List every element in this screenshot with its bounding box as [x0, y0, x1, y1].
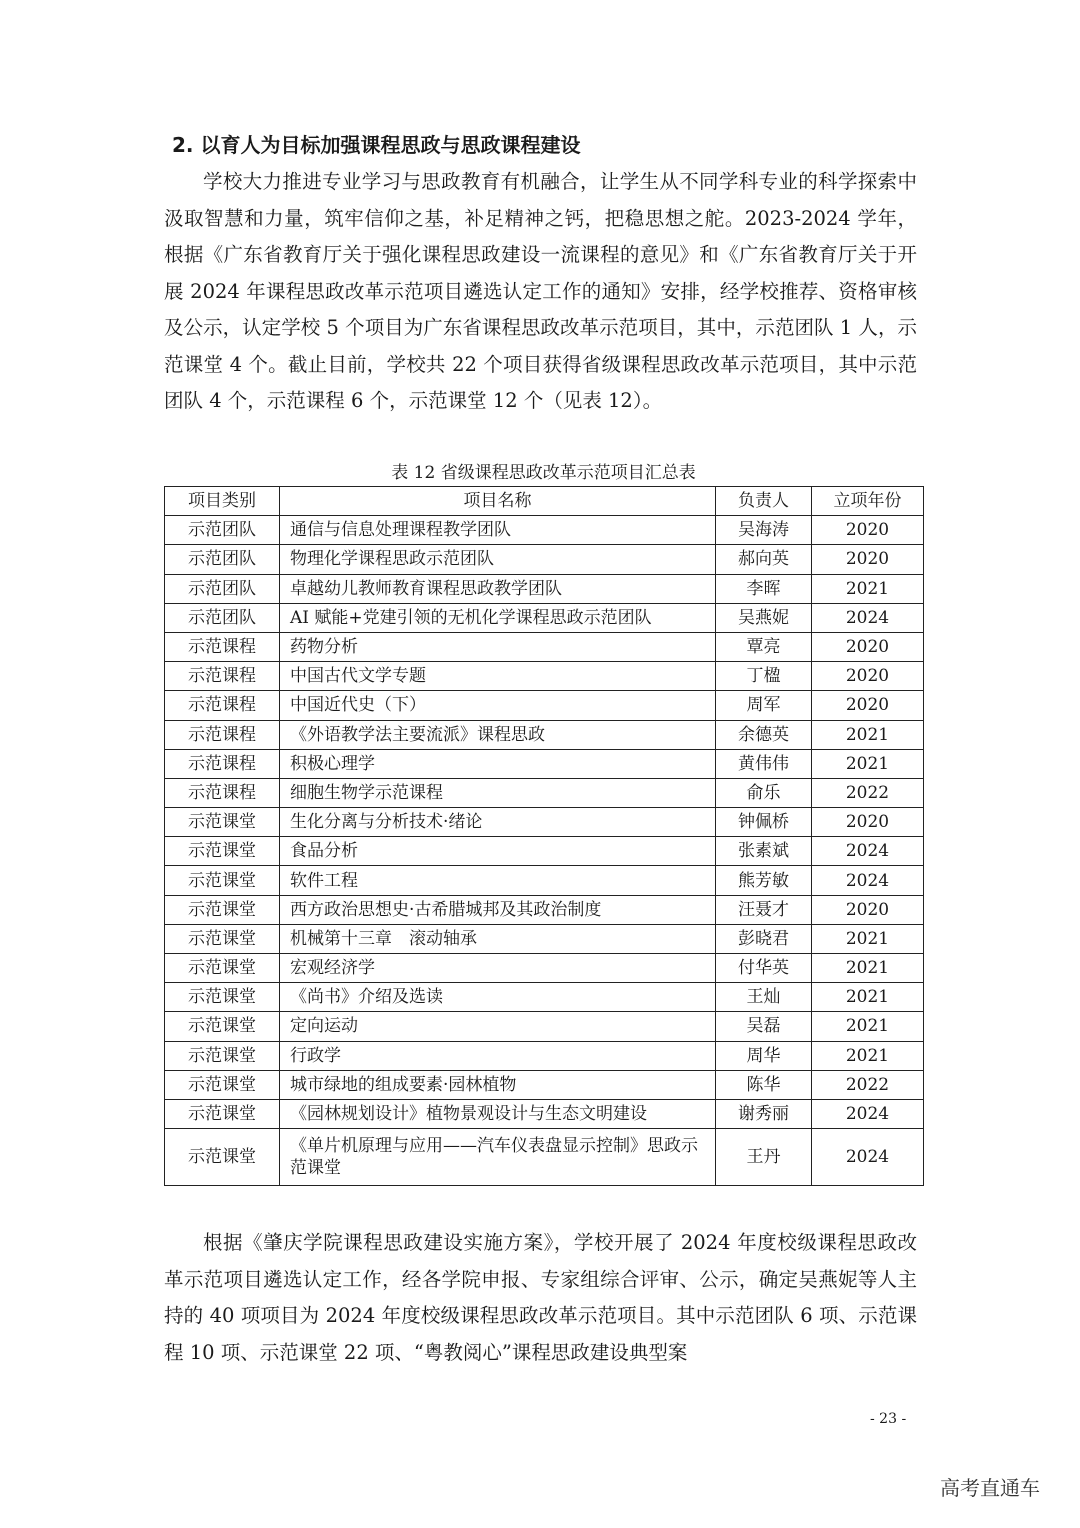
- table-row: [165, 632, 924, 661]
- cell-year: 2020: [812, 516, 924, 545]
- cell-category: 示范团队: [165, 516, 280, 545]
- cell-leader: 吴燕妮: [716, 603, 812, 632]
- cell-year: 2024: [812, 1129, 924, 1186]
- table-row: [165, 924, 924, 953]
- watermark-text: 高考直通车: [940, 1476, 1040, 1500]
- table-row: [165, 603, 924, 632]
- cell-category: 示范课堂: [165, 866, 280, 895]
- cell-year: 2020: [812, 691, 924, 720]
- cell-project-name: 积极心理学: [280, 749, 716, 778]
- closing-paragraph: 根据《肇庆学院课程思政建设实施方案》，学校开展了 2024 年度校级课程思政改革示范项目遴选认定工作，经各学院申报、专家组综合评审、公示，确定吴燕妮等人主持的 40 项项目为 2024 年度校级课程思政改革示范项目。其中示范团队 6 项、示范课程 10 项、示范课堂 22 项、“粤教阅心”课程思政建设典型案: [164, 1231, 917, 1364]
- table-row: [165, 720, 924, 749]
- cell-leader: 黄伟伟: [716, 749, 812, 778]
- cell-leader: 陈华: [716, 1070, 812, 1099]
- table-row: [165, 983, 924, 1012]
- cell-project-name: 宏观经济学: [280, 954, 716, 983]
- table-row: [165, 1041, 924, 1070]
- table-row: [165, 516, 924, 545]
- cell-year: 2020: [812, 662, 924, 691]
- cell-category: 示范课程: [165, 749, 280, 778]
- header-leader: 负责人: [716, 487, 812, 516]
- cell-category: 示范课程: [165, 662, 280, 691]
- cell-project-name: AI 赋能+党建引领的无机化学课程思政示范团队: [280, 603, 716, 632]
- cell-project-name: 药物分析: [280, 632, 716, 661]
- cell-project-name: 《园林规划设计》植物景观设计与生态文明建设: [280, 1099, 716, 1128]
- cell-category: 示范课堂: [165, 924, 280, 953]
- cell-category: 示范课堂: [165, 954, 280, 983]
- cell-project-name: 食品分析: [280, 837, 716, 866]
- cell-year: 2021: [812, 574, 924, 603]
- cell-leader: 王灿: [716, 983, 812, 1012]
- cell-leader: 俞乐: [716, 778, 812, 807]
- cell-leader: 熊芳敏: [716, 866, 812, 895]
- cell-year: 2021: [812, 1041, 924, 1070]
- table-row: [165, 1012, 924, 1041]
- table-row: [165, 574, 924, 603]
- cell-project-name: 中国近代史（下）: [280, 691, 716, 720]
- table-body: [165, 516, 924, 1186]
- cell-project-name: 《单片机原理与应用——汽车仪表盘显示控制》思政示范课堂: [280, 1129, 716, 1186]
- cell-leader: 李晖: [716, 574, 812, 603]
- table-row: [165, 1099, 924, 1128]
- table-row: [165, 895, 924, 924]
- cell-year: 2021: [812, 954, 924, 983]
- cell-leader: 谢秀丽: [716, 1099, 812, 1128]
- table-row: [165, 545, 924, 574]
- cell-leader: 覃亮: [716, 632, 812, 661]
- cell-category: 示范课堂: [165, 837, 280, 866]
- cell-project-name: 《外语教学法主要流派》课程思政: [280, 720, 716, 749]
- cell-leader: 周华: [716, 1041, 812, 1070]
- table-row: [165, 808, 924, 837]
- cell-project-name: 城市绿地的组成要素·园林植物: [280, 1070, 716, 1099]
- cell-category: 示范课程: [165, 720, 280, 749]
- table-row: [165, 662, 924, 691]
- table-row: [165, 691, 924, 720]
- cell-project-name: 机械第十三章 滚动轴承: [280, 924, 716, 953]
- table-row: [165, 778, 924, 807]
- cell-project-name: 西方政治思想史·古希腊城邦及其政治制度: [280, 895, 716, 924]
- cell-leader: 周军: [716, 691, 812, 720]
- cell-year: 2020: [812, 545, 924, 574]
- cell-category: 示范课堂: [165, 1129, 280, 1186]
- cell-leader: 汪聂才: [716, 895, 812, 924]
- header-category: 项目类别: [165, 487, 280, 516]
- cell-category: 示范团队: [165, 603, 280, 632]
- cell-category: 示范课堂: [165, 1012, 280, 1041]
- cell-year: 2021: [812, 983, 924, 1012]
- cell-year: 2022: [812, 1070, 924, 1099]
- cell-category: 示范课堂: [165, 983, 280, 1012]
- cell-category: 示范课堂: [165, 1041, 280, 1070]
- cell-year: 2020: [812, 632, 924, 661]
- cell-category: 示范团队: [165, 574, 280, 603]
- cell-category: 示范课程: [165, 778, 280, 807]
- cell-year: 2021: [812, 1012, 924, 1041]
- cell-project-name: 中国古代文学专题: [280, 662, 716, 691]
- cell-project-name: 细胞生物学示范课程: [280, 778, 716, 807]
- cell-leader: 彭晓君: [716, 924, 812, 953]
- cell-project-name: 生化分离与分析技术·绪论: [280, 808, 716, 837]
- table-header-row: [165, 487, 924, 516]
- cell-leader: 吴磊: [716, 1012, 812, 1041]
- header-project-name: 项目名称: [280, 487, 716, 516]
- cell-leader: 付华英: [716, 954, 812, 983]
- cell-leader: 钟佩桥: [716, 808, 812, 837]
- table-row: [165, 954, 924, 983]
- cell-leader: 郝向英: [716, 545, 812, 574]
- cell-project-name: 物理化学课程思政示范团队: [280, 545, 716, 574]
- page-number: - 23 -: [870, 1411, 907, 1427]
- cell-leader: 余德英: [716, 720, 812, 749]
- demo-projects-table: [164, 486, 924, 1186]
- table-row: [165, 749, 924, 778]
- cell-year: 2024: [812, 603, 924, 632]
- table-row: [165, 1070, 924, 1099]
- cell-year: 2021: [812, 924, 924, 953]
- cell-year: 2020: [812, 808, 924, 837]
- cell-leader: 王丹: [716, 1129, 812, 1186]
- table-row: [165, 866, 924, 895]
- cell-category: 示范课程: [165, 691, 280, 720]
- cell-project-name: 软件工程: [280, 866, 716, 895]
- table-caption: 表 12 省级课程思政改革示范项目汇总表: [391, 463, 696, 483]
- cell-leader: 张素斌: [716, 837, 812, 866]
- cell-project-name: 定向运动: [280, 1012, 716, 1041]
- cell-year: 2024: [812, 866, 924, 895]
- cell-leader: 吴海涛: [716, 516, 812, 545]
- cell-year: 2021: [812, 749, 924, 778]
- cell-project-name: 卓越幼儿教师教育课程思政教学团队: [280, 574, 716, 603]
- cell-leader: 丁楹: [716, 662, 812, 691]
- cell-year: 2024: [812, 837, 924, 866]
- cell-category: 示范课程: [165, 632, 280, 661]
- cell-year: 2021: [812, 720, 924, 749]
- cell-category: 示范团队: [165, 545, 280, 574]
- section-heading: 2. 以育人为目标加强课程思政与思政课程建设: [172, 133, 581, 157]
- cell-category: 示范课堂: [165, 808, 280, 837]
- table-row: [165, 1129, 924, 1186]
- cell-category: 示范课堂: [165, 1099, 280, 1128]
- cell-project-name: 通信与信息处理课程教学团队: [280, 516, 716, 545]
- cell-category: 示范课堂: [165, 1070, 280, 1099]
- cell-year: 2024: [812, 1099, 924, 1128]
- cell-year: 2020: [812, 895, 924, 924]
- header-year: 立项年份: [812, 487, 924, 516]
- cell-project-name: 《尚书》介绍及选读: [280, 983, 716, 1012]
- cell-year: 2022: [812, 778, 924, 807]
- table-row: [165, 837, 924, 866]
- cell-project-name: 行政学: [280, 1041, 716, 1070]
- cell-category: 示范课堂: [165, 895, 280, 924]
- intro-paragraph: 学校大力推进专业学习与思政教育有机融合，让学生从不同学科专业的科学探索中汲取智慧和力量，筑牢信仰之基，补足精神之钙，把稳思想之舵。2023-2024 学年，根据《广东省教育厅关于强化课程思政建设一流课程的意见》和《广东省教育厅关于开展 2024 年课程思政改革示范项目遴选认定工作的通知》安排，经学校推荐、资格审核及公示，认定学校 5 个项目为广东省课程思政改革示范项目，其中，示范团队 1 人，示范课堂 4 个。截止目前，学校共 22 个项目获得省级课程思政改革示范项目，其中示范团队 4 个，示范课程 6 个，示范课堂 12 个（见表 12）。: [164, 170, 917, 412]
